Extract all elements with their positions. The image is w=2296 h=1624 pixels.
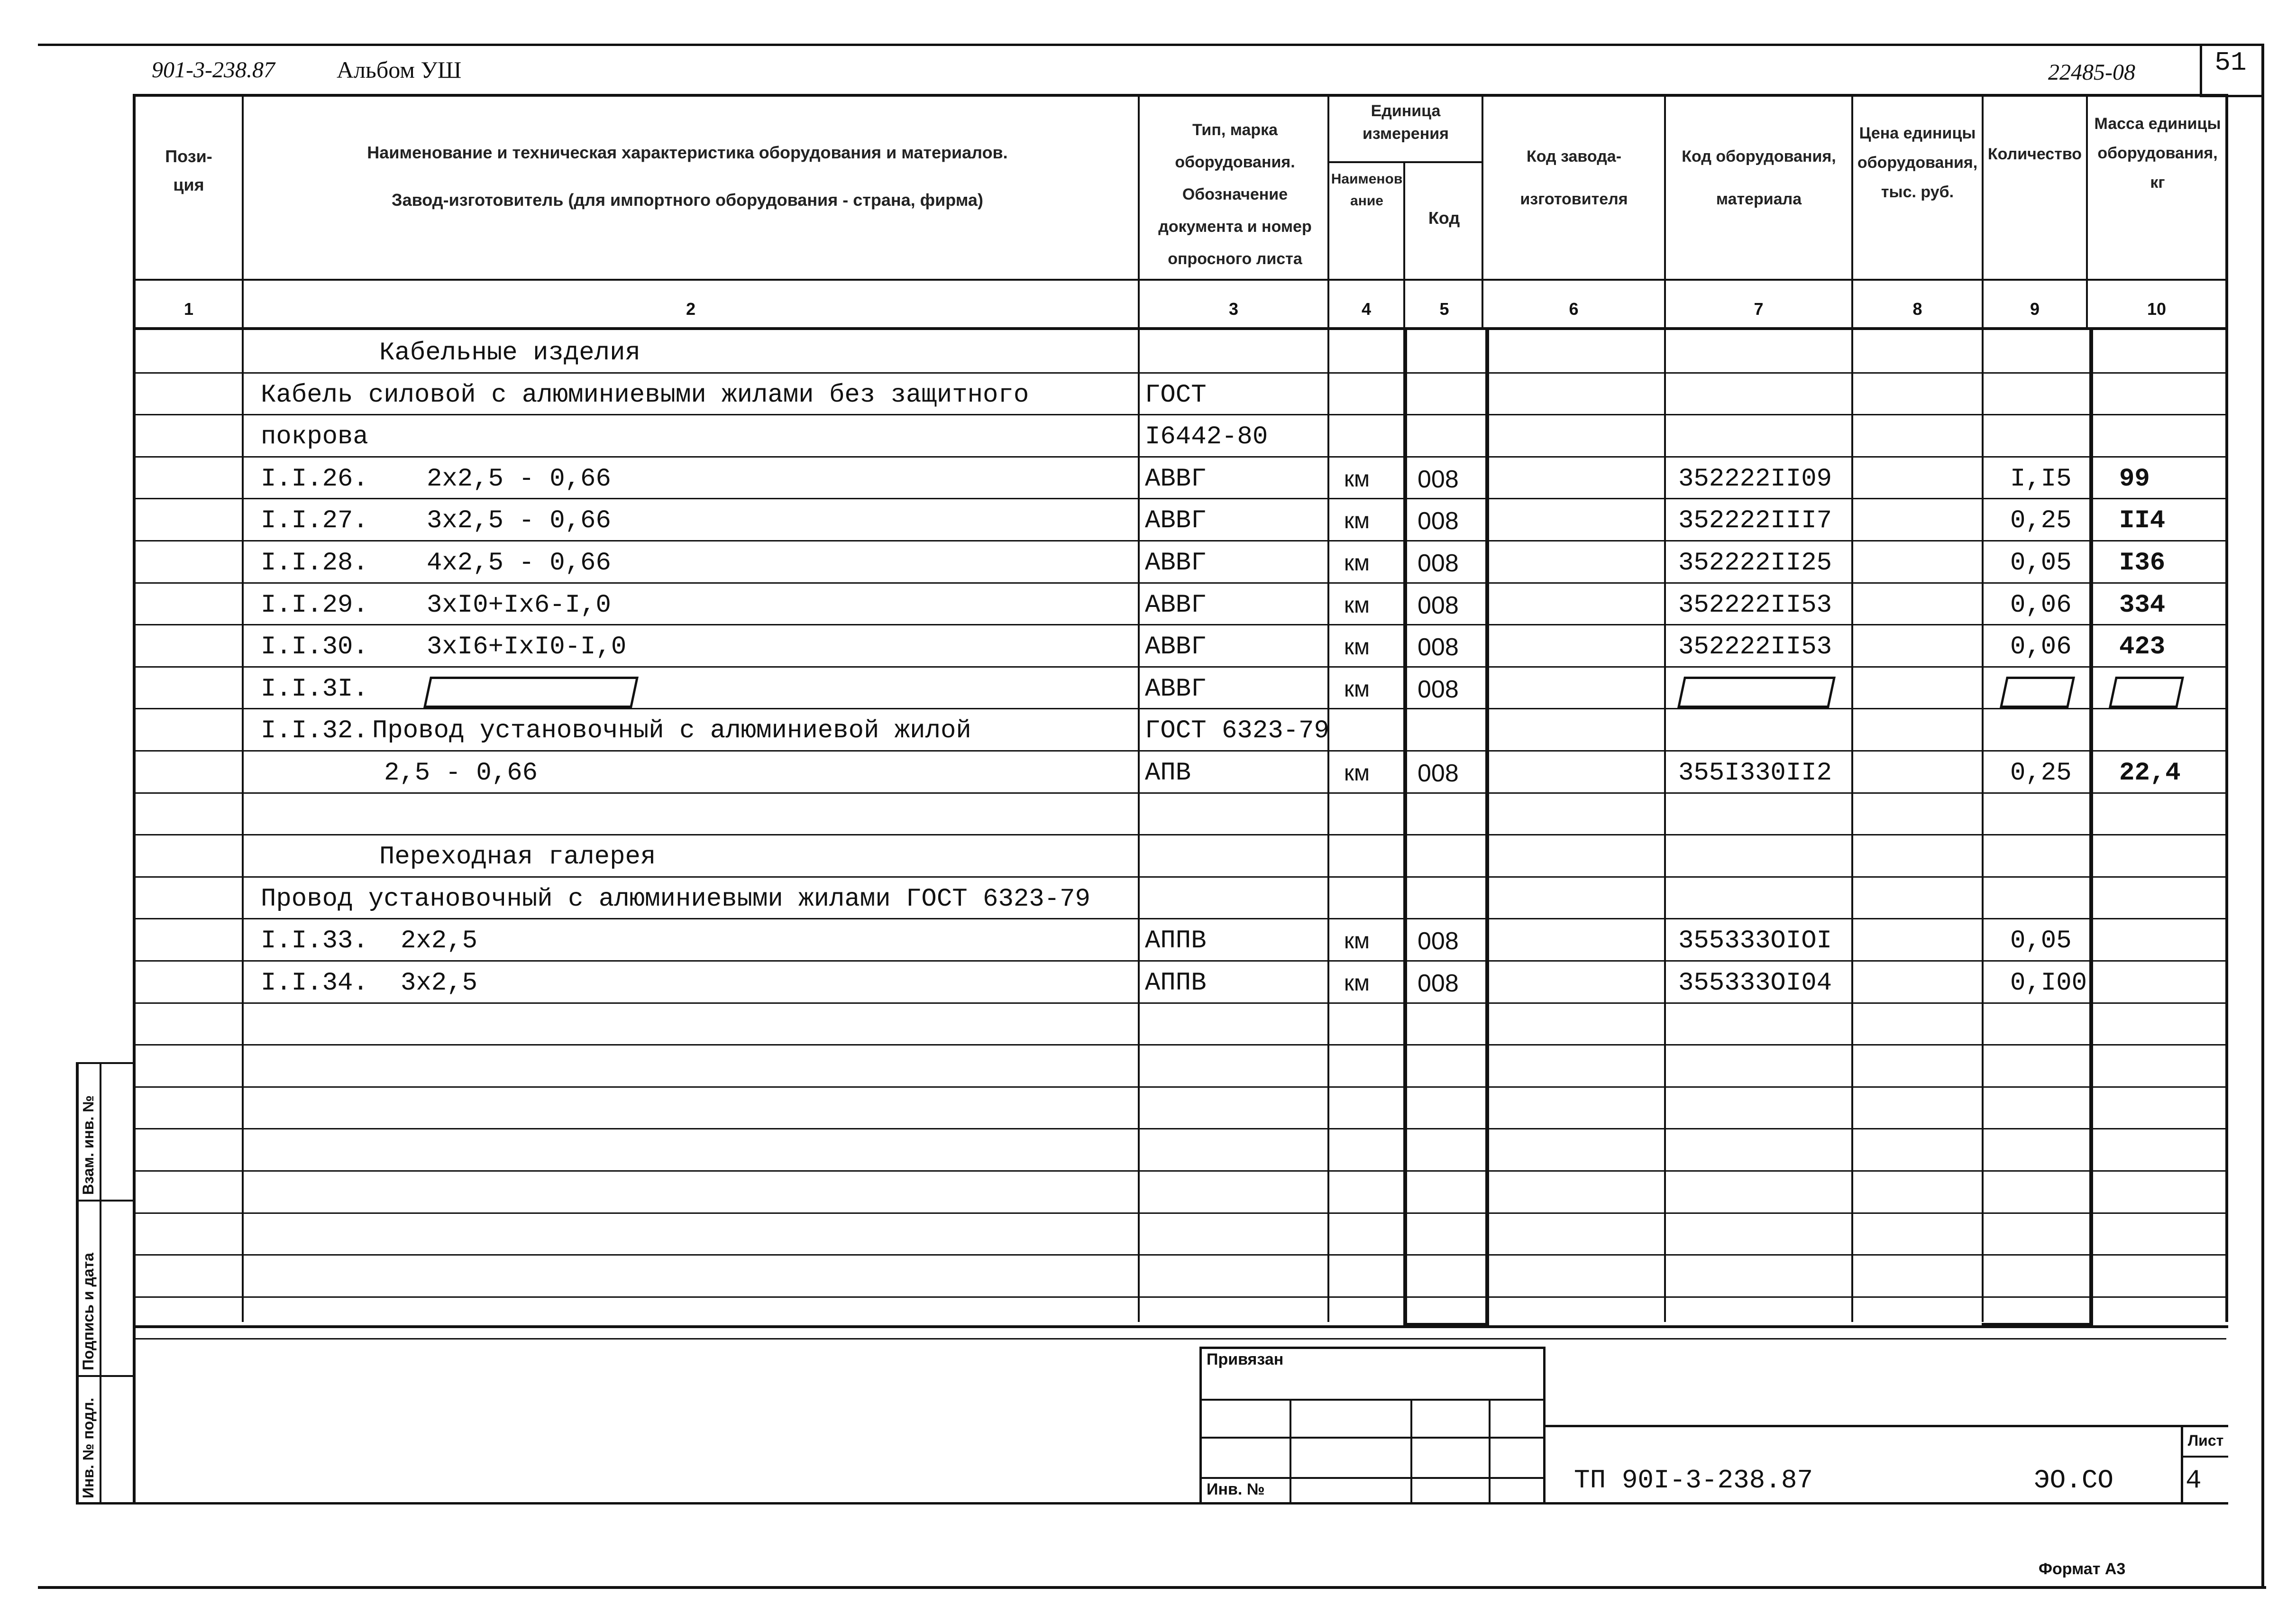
cell-name: 2х2,5 - 0,66 (427, 465, 611, 494)
cell-unit: км (1344, 971, 1370, 996)
cell-code: 008 (1418, 633, 1459, 661)
cell-mass: II4 (2119, 506, 2166, 535)
cell-type: АВВГ (1145, 675, 1207, 704)
cell-mat: 355I330II2 (1678, 759, 1832, 788)
header-factory-code: Код завода-изготовителя (1520, 147, 1628, 208)
cell-pos: I.I.34. (261, 969, 368, 998)
blank-field (2109, 677, 2184, 708)
cell-qty: I,I5 (2010, 465, 2072, 494)
stamp-privyazan: Привязан (1207, 1350, 1284, 1368)
side-label-inv: Инв. № подл. (80, 1397, 97, 1498)
cell-type: ГОСТ 6323-79 (1145, 716, 1329, 745)
stamp-list-label: Лист (2187, 1432, 2224, 1449)
row-line (136, 1338, 2226, 1340)
header-unit-code: Код (1428, 208, 1460, 228)
cell-code: 008 (1418, 970, 1459, 997)
stamp-inv-no: Инв. № (1207, 1480, 1265, 1498)
cell-name: Провод установочный с алюминиевыми жилами ГОСТ 6323-79 (261, 885, 1090, 914)
page-number: 51 (2214, 47, 2247, 78)
row-line (136, 1296, 2226, 1298)
cell-pos: I.I.30. (261, 633, 368, 661)
cell-unit: км (1344, 467, 1370, 492)
cell-type: АВВГ (1145, 591, 1207, 620)
row-line (136, 834, 2226, 835)
cell-name: Переходная галерея (379, 843, 656, 872)
row-line (136, 1170, 2226, 1172)
cell-qty: 0,06 (2010, 633, 2072, 661)
cell-qty: 0,05 (2010, 927, 2072, 955)
cell-code: 008 (1418, 550, 1459, 577)
cell-type: I6442-80 (1145, 422, 1268, 451)
cell-name: покрова (261, 422, 368, 451)
cell-code: 008 (1418, 507, 1459, 535)
stamp-sheet-code: ЭО.СО (2034, 1465, 2114, 1496)
cell-unit: км (1344, 677, 1370, 702)
cell-pos: I.I.29. (261, 591, 368, 620)
cell-mat: 355333OI04 (1678, 969, 1832, 998)
header-name-line1: Наименование и техническая характеристика оборудования и материалов. (367, 143, 1008, 162)
archive-number: 22485-08 (2048, 60, 2135, 85)
cell-code: 008 (1418, 927, 1459, 955)
col-num-10: 10 (2147, 299, 2167, 319)
side-label-podpis: Подпись и дата (80, 1253, 97, 1370)
header-unit: Единица измерения (1363, 102, 1449, 143)
cell-type: АВВГ (1145, 633, 1207, 661)
cell-mass: I36 (2119, 549, 2166, 578)
cell-name: 4х2,5 - 0,66 (427, 549, 611, 578)
header-type: Тип, марка оборудования. Обозначение документа и номер опросного листа (1158, 121, 1312, 268)
cell-type: ГОСТ (1145, 381, 1207, 410)
cell-type: АВВГ (1145, 506, 1207, 535)
header-price: Цена единицы оборудования, тыс. руб. (1857, 124, 1978, 201)
cell-name: Провод установочный с алюминиевой жилой (372, 716, 971, 745)
cell-name: 3хI6+IхI0-I,0 (427, 633, 627, 661)
format-label: Формат А3 (2039, 1560, 2126, 1578)
row-line (136, 1254, 2226, 1256)
col-num-9: 9 (2030, 299, 2040, 319)
cell-type: АППВ (1145, 927, 1207, 955)
cell-name: 2х2,5 (401, 927, 478, 955)
header-quantity: Количество (1987, 145, 2082, 163)
col-num-6: 6 (1569, 299, 1579, 319)
cell-name: 2,5 - 0,66 (384, 759, 538, 788)
row-line (136, 1128, 2226, 1129)
col-num-3: 3 (1228, 299, 1239, 319)
cell-unit: км (1344, 634, 1370, 660)
cell-qty: 0,I00 (2010, 969, 2087, 998)
cell-mat: 352222III7 (1678, 506, 1832, 535)
cell-mass: 99 (2119, 465, 2150, 494)
cell-mass: 22,4 (2119, 759, 2181, 788)
row-line (136, 1086, 2226, 1088)
cell-name: Кабель силовой с алюминиевыми жилами без защитного (261, 381, 1029, 410)
cell-unit: км (1344, 508, 1370, 533)
cell-qty: 0,06 (2010, 591, 2072, 620)
frame-bottom (38, 1586, 2266, 1589)
side-label-vzam: Взам. инв. № (80, 1095, 97, 1195)
cell-mat: 352222II53 (1678, 633, 1832, 661)
col-num-7: 7 (1754, 299, 1764, 319)
cell-qty: 0,25 (2010, 759, 2072, 788)
col-num-4: 4 (1361, 299, 1372, 319)
cell-pos: I.I.33. (261, 927, 368, 955)
cell-code: 008 (1418, 760, 1459, 787)
col-num-5: 5 (1439, 299, 1449, 319)
frame-top (38, 44, 2261, 46)
blank-field (1677, 677, 1836, 708)
cell-unit: км (1344, 928, 1370, 954)
stamp-list-number: 4 (2186, 1465, 2202, 1496)
cell-mass: 423 (2119, 633, 2166, 661)
col-num-8: 8 (1912, 299, 1922, 319)
album-label: Альбом УШ (337, 56, 462, 83)
cell-type: АВВГ (1145, 549, 1207, 578)
row-line (136, 1212, 2226, 1214)
cell-code: 008 (1418, 592, 1459, 619)
cell-name: 3хI0+Iх6-I,0 (427, 591, 611, 620)
cell-type: АППВ (1145, 969, 1207, 998)
cell-code: 008 (1418, 676, 1459, 703)
cell-pos: I.I.3I. (261, 675, 368, 704)
blank-field (423, 677, 639, 708)
cell-code: 008 (1418, 466, 1459, 493)
cell-name: 3х2,5 (401, 969, 478, 998)
cell-unit: км (1344, 761, 1370, 786)
row-line (136, 1044, 2226, 1046)
cell-unit: км (1344, 593, 1370, 618)
cell-pos: I.I.27. (261, 506, 368, 535)
header-material-code: Код оборудования, материала (1682, 147, 1836, 208)
col-num-1: 1 (183, 299, 194, 319)
cell-mass: 334 (2119, 591, 2166, 620)
cell-pos: I.I.28. (261, 549, 368, 578)
cell-name: Кабельные изделия (379, 339, 640, 367)
col-num-2: 2 (686, 299, 696, 319)
frame-right (2261, 44, 2264, 1587)
header-mass: Масса единицы оборудования, кг (2094, 115, 2221, 192)
cell-mat: 352222II25 (1678, 549, 1832, 578)
cell-type: АПВ (1145, 759, 1191, 788)
header-unit-name: Наименование (1331, 171, 1403, 209)
cell-name: 3х2,5 - 0,66 (427, 506, 611, 535)
cell-unit: км (1344, 551, 1370, 576)
header-position: Пози- ция (165, 147, 212, 194)
cell-mat: 355333OIOI (1678, 927, 1832, 955)
stamp-doc-code: ТП 90I-3-238.87 (1574, 1465, 1813, 1496)
cell-pos: I.I.32. (261, 716, 368, 745)
cell-mat: 352222II53 (1678, 591, 1832, 620)
cell-qty: 0,25 (2010, 506, 2072, 535)
cell-qty: 0,05 (2010, 549, 2072, 578)
header-name-line2: Завод-изготовитель (для импортного оборудования - страна, фирма) (392, 190, 983, 210)
cell-type: АВВГ (1145, 465, 1207, 494)
cell-mat: 352222II09 (1678, 465, 1832, 494)
blank-field (2000, 677, 2075, 708)
cell-pos: I.I.26. (261, 465, 368, 494)
handwritten-ref: 901-3-238.87 (152, 57, 275, 83)
